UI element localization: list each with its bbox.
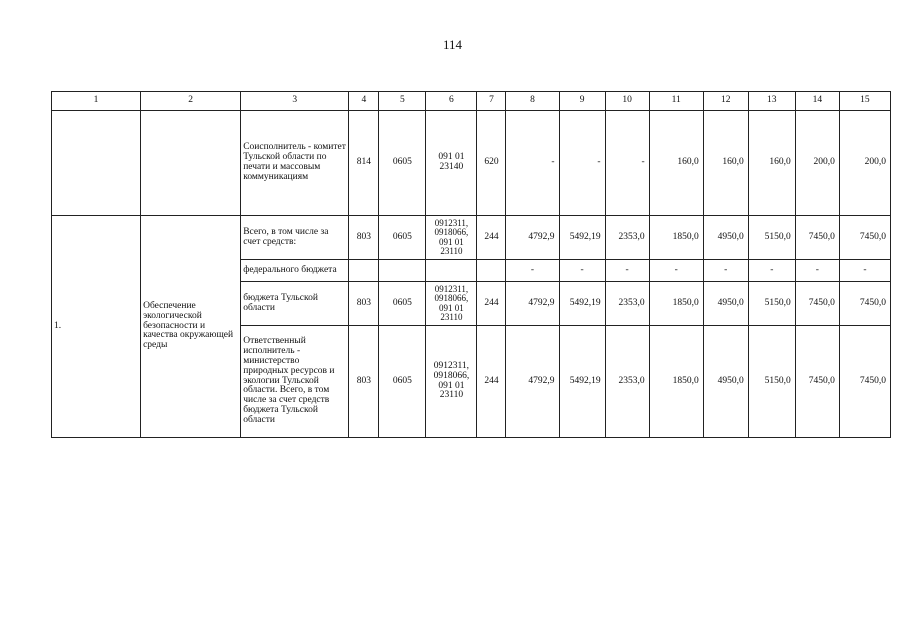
value-cell: - <box>559 260 605 282</box>
header-cell: 6 <box>426 92 477 111</box>
value-cell: 4792,9 <box>506 216 559 260</box>
value-cell: - <box>795 260 839 282</box>
table-row <box>52 216 891 260</box>
value-cell: 7450,0 <box>795 326 839 438</box>
value-cell: - <box>748 260 795 282</box>
target-article-cell: 0912311, 0918066, 091 01 23110 <box>426 216 477 260</box>
value-cell: - <box>605 260 649 282</box>
executor-cell: Соисполнитель - комитет Тульской области по печати и массовым коммуникациям <box>241 111 349 216</box>
ministry-code-cell <box>349 260 379 282</box>
value-cell: 160,0 <box>748 111 795 216</box>
target-article-cell <box>426 260 477 282</box>
value-cell: - <box>605 111 649 216</box>
header-cell: 10 <box>605 92 649 111</box>
value-cell: 1850,0 <box>649 326 703 438</box>
target-article-cell: 091 01 23140 <box>426 111 477 216</box>
funding-source-cell: Всего, в том числе за счет средств: <box>241 216 349 260</box>
measure-name-cell <box>141 111 241 216</box>
budget-table <box>51 91 891 438</box>
section-code-cell <box>379 260 426 282</box>
value-cell: 2353,0 <box>605 326 649 438</box>
value-cell: 200,0 <box>839 111 890 216</box>
ministry-code-cell: 803 <box>349 282 379 326</box>
value-cell: 2353,0 <box>605 282 649 326</box>
target-article-cell: 0912311, 0918066, 091 01 23110 <box>426 282 477 326</box>
value-cell: 5150,0 <box>748 216 795 260</box>
header-cell: 3 <box>241 92 349 111</box>
value-cell: - <box>649 260 703 282</box>
ministry-code-cell: 814 <box>349 111 379 216</box>
expense-type-cell: 244 <box>477 282 506 326</box>
header-cell: 12 <box>703 92 748 111</box>
funding-source-cell: федерального бюджета <box>241 260 349 282</box>
value-cell: - <box>703 260 748 282</box>
header-cell: 13 <box>748 92 795 111</box>
row-number-cell: 1. <box>52 216 141 438</box>
row-number-cell <box>52 111 141 216</box>
expense-type-cell: 244 <box>477 326 506 438</box>
value-cell: 5492,19 <box>559 282 605 326</box>
section-code-cell: 0605 <box>379 111 426 216</box>
ministry-code-cell: 803 <box>349 326 379 438</box>
header-cell: 5 <box>379 92 426 111</box>
value-cell: 7450,0 <box>795 282 839 326</box>
expense-type-cell: 620 <box>477 111 506 216</box>
header-row <box>52 92 891 111</box>
value-cell: 4792,9 <box>506 282 559 326</box>
value-cell: 7450,0 <box>839 216 890 260</box>
section-code-cell: 0605 <box>379 326 426 438</box>
value-cell: 4792,9 <box>506 326 559 438</box>
header-cell: 1 <box>52 92 141 111</box>
value-cell: 200,0 <box>795 111 839 216</box>
value-cell: - <box>506 260 559 282</box>
section-code-cell: 0605 <box>379 216 426 260</box>
value-cell: 1850,0 <box>649 216 703 260</box>
value-cell: 2353,0 <box>605 216 649 260</box>
ministry-code-cell: 803 <box>349 216 379 260</box>
target-article-cell: 0912311, 0918066, 091 01 23110 <box>426 326 477 438</box>
value-cell: 5150,0 <box>748 326 795 438</box>
header-cell: 9 <box>559 92 605 111</box>
value-cell: 7450,0 <box>795 216 839 260</box>
value-cell: - <box>559 111 605 216</box>
executor-cell: Ответственный исполнитель - министерство природных ресурсов и экологии Тульской области. Всего, в том числе за счет средств бюджета Тульской области <box>241 326 349 438</box>
header-cell: 4 <box>349 92 379 111</box>
table-row <box>52 111 891 216</box>
header-cell: 15 <box>839 92 890 111</box>
expense-type-cell <box>477 260 506 282</box>
value-cell: 160,0 <box>649 111 703 216</box>
value-cell: 4950,0 <box>703 326 748 438</box>
header-cell: 8 <box>506 92 559 111</box>
value-cell: 1850,0 <box>649 282 703 326</box>
value-cell: - <box>506 111 559 216</box>
value-cell: 7450,0 <box>839 282 890 326</box>
funding-source-cell: бюджета Тульской области <box>241 282 349 326</box>
expense-type-cell: 244 <box>477 216 506 260</box>
value-cell: 7450,0 <box>839 326 890 438</box>
page-number: 114 <box>442 37 463 52</box>
header-cell: 11 <box>649 92 703 111</box>
value-cell: 4950,0 <box>703 282 748 326</box>
header-cell: 2 <box>141 92 241 111</box>
value-cell: - <box>839 260 890 282</box>
header-cell: 14 <box>795 92 839 111</box>
value-cell: 5150,0 <box>748 282 795 326</box>
section-code-cell: 0605 <box>379 282 426 326</box>
value-cell: 160,0 <box>703 111 748 216</box>
header-cell: 7 <box>477 92 506 111</box>
value-cell: 4950,0 <box>703 216 748 260</box>
measure-name-cell: Обеспечение экологической безопасности и качества окружающей среды <box>141 216 241 438</box>
value-cell: 5492,19 <box>559 326 605 438</box>
value-cell: 5492,19 <box>559 216 605 260</box>
